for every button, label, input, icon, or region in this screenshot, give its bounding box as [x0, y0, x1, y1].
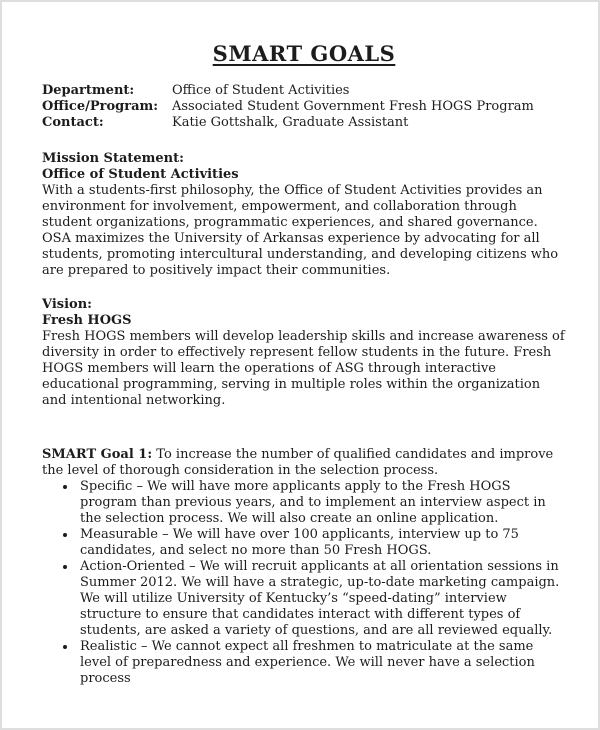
- vision-body: Fresh HOGS members will develop leadership skills and increase awareness of diversity in order to effectively represent fellow students in the future. Fresh HOGS members will learn the operations of ASG through interactive educational programming, serving in multiple roles within the organization and intentional networking.: [42, 329, 565, 408]
- info-row-office-program: [42, 99, 566, 115]
- goal-intro-text: To increase the number of qualified candidates and improve the level of thorough consideration in the selection process.: [42, 447, 554, 478]
- goal-label: SMART Goal 1:: [42, 447, 153, 462]
- info-row-department: [42, 83, 566, 99]
- info-block: [42, 83, 566, 131]
- vision-section: [42, 297, 566, 409]
- goal-bullet-action-oriented: • Action-Oriented – We will recruit applicants at all orientation sessions in Summer 2012. We will have a strategic, up-to-date marketing campaign. We will utilize University of Kentucky’s “speed-dating” interview structure to ensure that candidates interact with different types of students, are asked a variety of questions, and are all reviewed equally.: [77, 559, 566, 639]
- goal-bullet-realistic: • Realistic – We cannot expect all freshmen to matriculate at the same level of preparedness and experience. We will never have a selection process: [77, 639, 566, 687]
- mission-heading: Mission Statement:: [42, 151, 184, 166]
- office-program-value: Associated Student Government Fresh HOGS Program: [172, 99, 534, 114]
- goal-intro: [42, 447, 566, 479]
- vision-subheading: Fresh HOGS: [42, 313, 132, 328]
- info-row-contact: [42, 115, 566, 131]
- goal-bullet-measurable: • Measurable – We will have over 100 applicants, interview up to 75 candidates, and select no more than 50 Fresh HOGS.: [77, 527, 566, 559]
- vision-heading: Vision:: [42, 297, 92, 312]
- department-value: Office of Student Activities: [172, 83, 350, 98]
- mission-body: With a students-first philosophy, the Office of Student Activities provides an environment for involvement, empowerment, and collaboration through student organizations, programmatic experiences, and shared governance. OSA maximizes the University of Arkansas experience by advocating for all students, promoting intercultural understanding, and developing citizens who are prepared to positively impact their communities.: [42, 183, 559, 278]
- document-title: SMART GOALS: [212, 41, 396, 66]
- department-label: Department:: [42, 83, 135, 98]
- office-program-label: Office/Program:: [42, 99, 159, 114]
- mission-section: [42, 151, 566, 279]
- contact-label: Contact:: [42, 115, 104, 130]
- contact-value: Katie Gottshalk, Graduate Assistant: [172, 115, 409, 130]
- goal-bullet-list: [42, 479, 566, 687]
- goal-bullet-specific: • Specific – We will have more applicants apply to the Fresh HOGS program than previous years, and to implement an interview aspect in the selection process. We will also create an online application.: [77, 479, 566, 527]
- mission-subheading: Office of Student Activities: [42, 167, 239, 182]
- smart-goal-1-section: [42, 447, 566, 687]
